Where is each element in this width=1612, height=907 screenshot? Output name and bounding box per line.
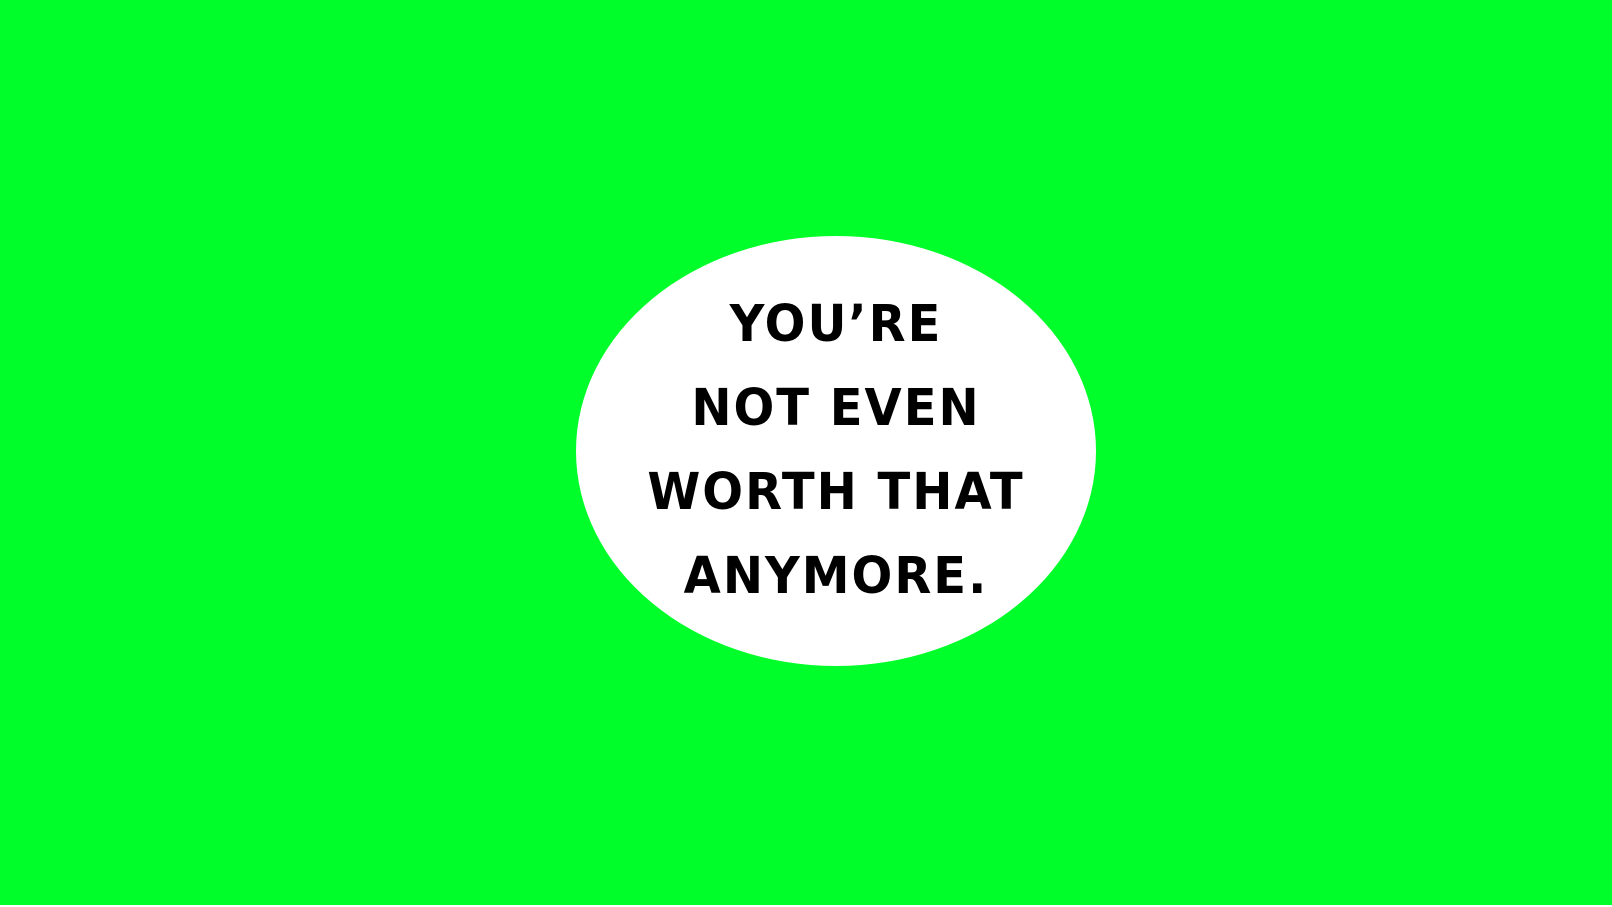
speech-line: YOU’RE: [729, 294, 943, 354]
speech-bubble: [576, 236, 1096, 666]
speech-line: ANYMORE.: [683, 546, 989, 606]
speech-bubble-text: [626, 282, 1046, 618]
speech-line: NOT EVEN: [691, 378, 981, 438]
speech-line: WORTH THAT: [647, 462, 1025, 522]
